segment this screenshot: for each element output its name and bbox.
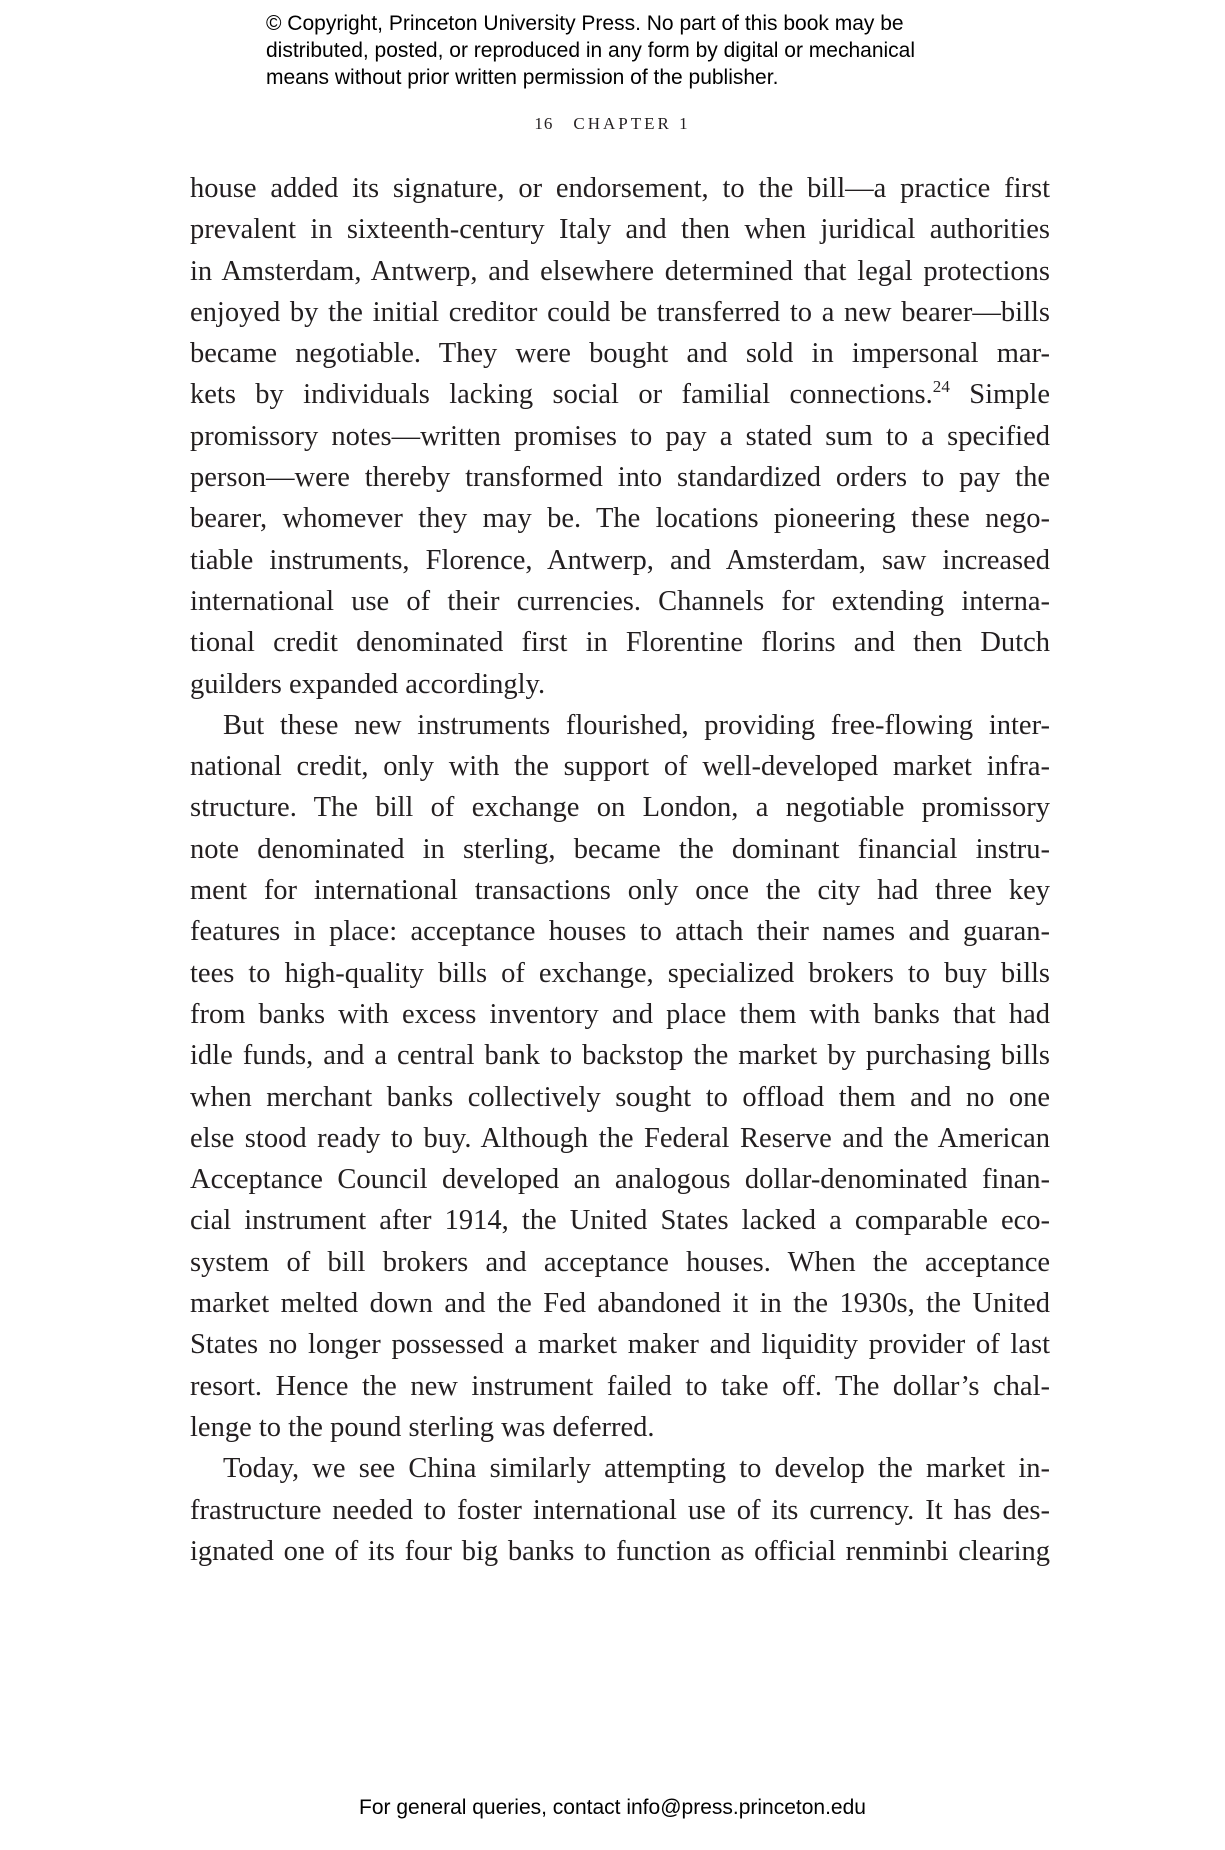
page-number: 16 — [534, 114, 554, 133]
text-line: Acceptance Council developed an analogous dollar-denominated finan- — [190, 1164, 1050, 1196]
text-line: became negotiable. They were bought and sold in impersonal mar- — [190, 338, 1050, 370]
body-text — [190, 168, 1050, 1572]
text-line: when merchant banks collectively sought to offload them and no one — [190, 1081, 1050, 1113]
text-line: ment for international transactions only once the city had three key — [190, 875, 1050, 907]
text-line: note denominated in sterling, became the dominant financial instru- — [190, 833, 1050, 865]
text-fragment: Simple — [969, 379, 1051, 411]
text-line: international use of their currencies. Channels for extending interna- — [190, 585, 1050, 617]
footnote-reference[interactable]: 24 — [932, 377, 950, 397]
text-line: structure. The bill of exchange on London, a negotiable promissory — [190, 792, 1050, 824]
chapter-label: CHAPTER 1 — [573, 114, 691, 133]
text-line: tees to high-quality bills of exchange, specialized brokers to buy bills — [190, 957, 1050, 989]
text-line: cial instrument after 1914, the United States lacked a comparable eco- — [190, 1205, 1050, 1237]
text-line: tiable instruments, Florence, Antwerp, and Amsterdam, saw increased — [190, 544, 1050, 576]
text-line: idle funds, and a central bank to backstop the market by purchasing bills — [190, 1040, 1050, 1072]
text-line: market melted down and the Fed abandoned it in the 1930s, the United — [190, 1288, 1050, 1320]
running-head — [0, 114, 1225, 134]
text-line: lenge to the pound sterling was deferred. — [190, 1411, 655, 1443]
text-line: resort. Hence the new instrument failed to take off. The dollar’s chal- — [190, 1370, 1050, 1402]
text-line: in Amsterdam, Antwerp, and elsewhere determined that legal protections — [190, 255, 1050, 287]
text-line: bearer, whomever they may be. The locations pioneering these nego- — [190, 503, 1050, 535]
text-line: But these new instruments flourished, providing free-flowing inter- — [223, 709, 1050, 741]
text-line-with-footnote — [190, 374, 1050, 415]
text-line: house added its signature, or endorsement, to the bill—a practice first — [190, 173, 1050, 204]
text-line: guilders expanded accordingly. — [190, 668, 546, 700]
text-line: frastructure needed to foster international use of its currency. It has des- — [190, 1494, 1050, 1526]
text-line: ignated one of its four big banks to function as official renminbi clearing — [190, 1535, 1050, 1567]
copyright-line: means without prior written permission of the publisher. — [266, 66, 779, 89]
text-line: system of bill brokers and acceptance houses. When the acceptance — [190, 1246, 1050, 1278]
text-fragment: kets by individuals lacking social or familial connections. — [190, 379, 933, 411]
text-line: features in place: acceptance houses to attach their names and guaran- — [190, 916, 1050, 948]
text-line: tional credit denominated first in Florentine florins and then Dutch — [190, 627, 1050, 659]
copyright-line: distributed, posted, or reproduced in any form by digital or mechanical — [266, 39, 916, 62]
text-line: national credit, only with the support of well-developed market infra- — [190, 751, 1050, 783]
text-line: person—were thereby transformed into standardized orders to pay the — [190, 462, 1050, 494]
text-line: else stood ready to buy. Although the Federal Reserve and the American — [190, 1122, 1050, 1154]
text-line: enjoyed by the initial creditor could be transferred to a new bearer—bills — [190, 296, 1050, 328]
text-line: States no longer possessed a market maker and liquidity provider of last — [190, 1329, 1050, 1361]
copyright-line: © Copyright, Princeton University Press. No part of this book may be — [266, 12, 904, 35]
text-line: promissory notes—written promises to pay a stated sum to a specified — [190, 420, 1050, 452]
copyright-notice — [266, 10, 1026, 91]
text-line: Today, we see China similarly attempting to develop the market in- — [223, 1453, 1050, 1485]
text-line: from banks with excess inventory and place them with banks that had — [190, 998, 1050, 1030]
contact-footer: For general queries, contact info@press.princeton.edu — [359, 1796, 866, 1819]
text-line: prevalent in sixteenth-century Italy and then when juridical authorities — [190, 214, 1050, 246]
